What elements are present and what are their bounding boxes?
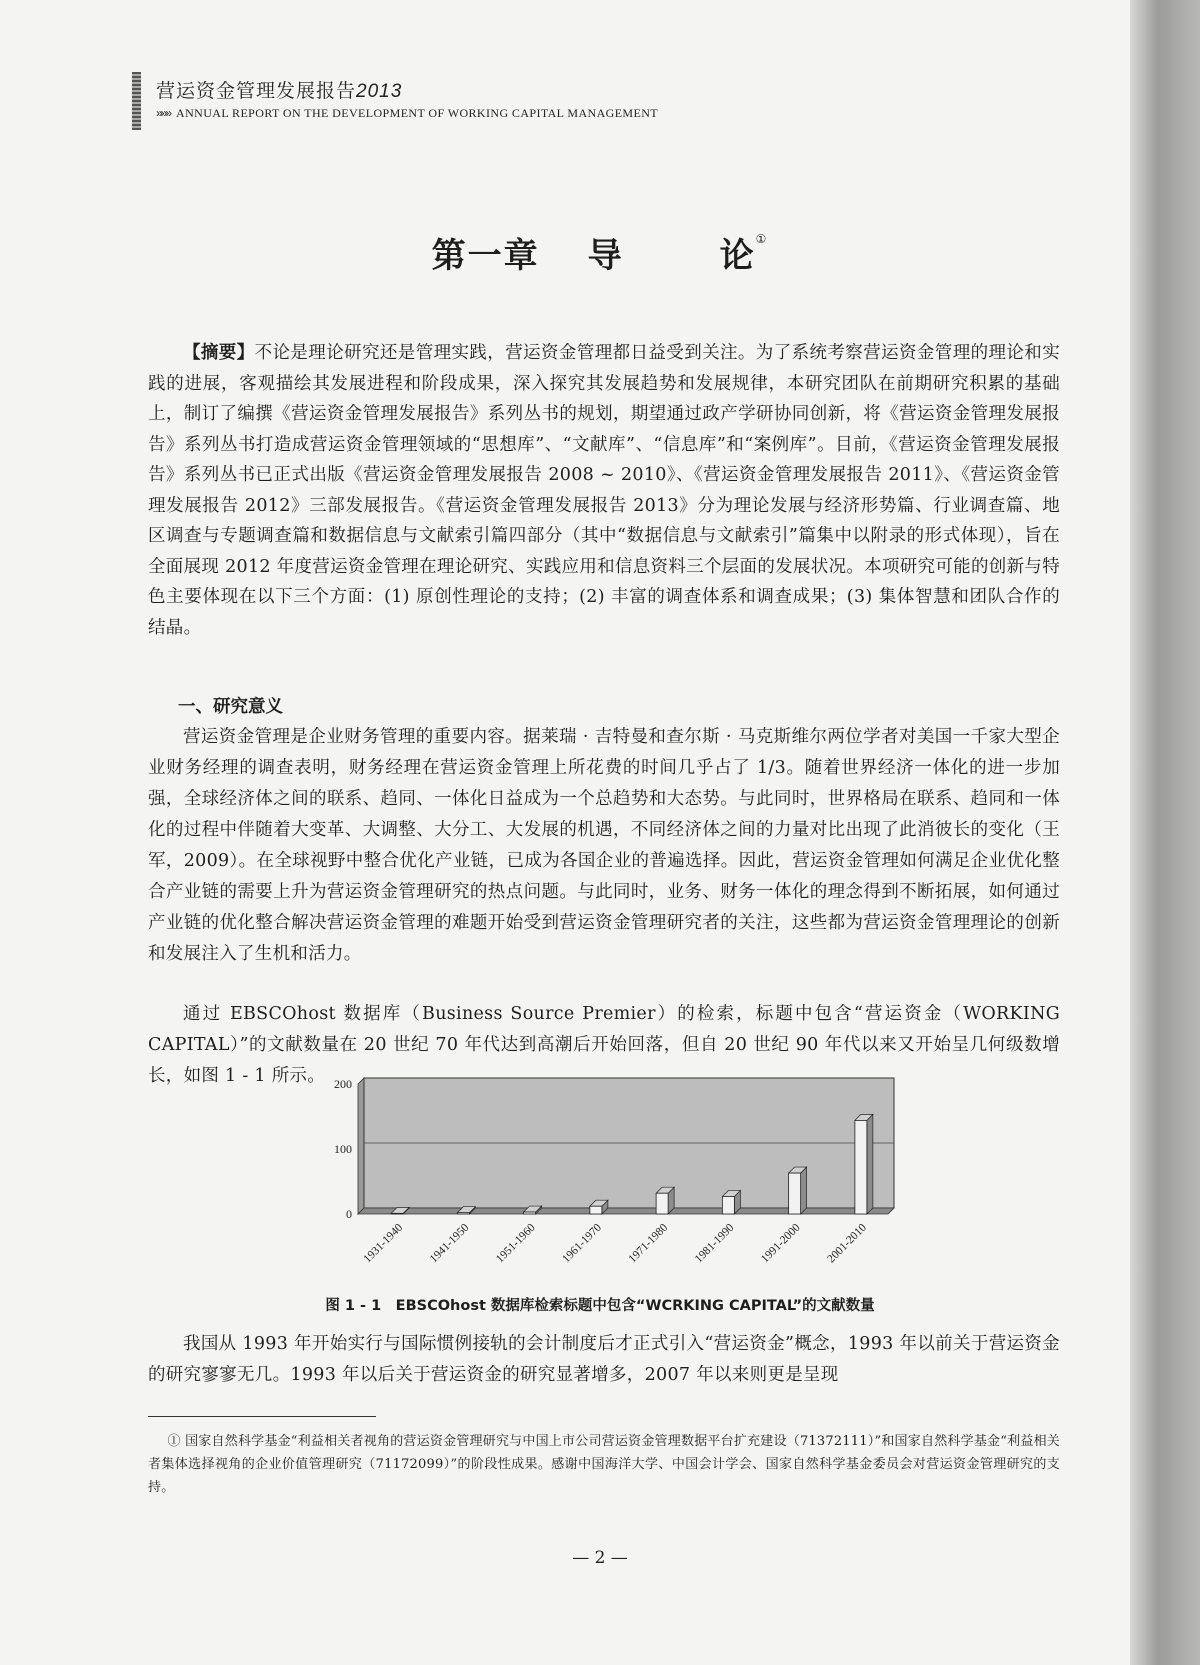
bar	[722, 1196, 734, 1214]
paragraph-text: 营运资金管理是企业财务管理的重要内容。据莱瑞 · 吉特曼和查尔斯 · 马克斯维尔两位学者对美国一千家大型企业财务经理的调查表明，财务经理在营运资金管理上所花费的时间几乎占了 1/3。随着世界经济一体化的进一步加强，全球经济体之间的联系、趋同、一体化日益成为一个总趋势和大态势。与此同时，世界格局在联系、趋同和一体化的过程中伴随着大变革、大调整、大分工、大发展的机遇，不同经济体之间的力量对比出现了此消彼长的变化（王军，2009）。在全球视野中整合优化产业链，已成为各国企业的普遍选择。因此，营运资金管理如何满足企业优化整合产业链的需要上升为营运资金管理研究的热点问题。与此同时，业务、财务一体化的理念得到不断拓展，如何通过产业链的优化整合解决营运资金管理的难题开始受到营运资金管理研究者的关注，这些都为营运资金管理理论的创新和发展注入了生机和活力。	[148, 727, 1060, 964]
chapter-title: 第一章 导 论①	[431, 232, 769, 276]
bar	[789, 1173, 801, 1214]
header-bar	[132, 72, 141, 130]
paragraph-3	[148, 1329, 1060, 1391]
x-tick-label: 1931-1940	[361, 1221, 406, 1266]
x-tick-label: 1971-1980	[626, 1221, 671, 1266]
page-number: — 2 —	[572, 1548, 628, 1568]
abstract	[148, 338, 1060, 643]
chevron-icon: »»»	[156, 106, 171, 120]
book-subtitle: »»» ANNUAL REPORT ON THE DEVELOPMENT OF WORKING CAPITAL MANAGEMENT	[156, 106, 659, 120]
book-title: 营运资金管理发展报告2013	[156, 81, 403, 102]
paragraph-text: 我国从 1993 年开始实行与国际惯例接轨的会计制度后才正式引入“营运资金”概念，1993 年以前关于营运资金的研究寥寥无几。1993 年以后关于营运资金的研究显著增多，2007 年以来则更是呈现	[148, 1334, 1060, 1385]
figure-caption: 图 1 - 1 EBSCOhost 数据库检索标题中包含“WCRKING CAPITAL”的文献数量	[325, 1298, 875, 1314]
x-tick-label: 1941-1950	[427, 1221, 472, 1266]
x-tick-label: 1981-1990	[692, 1221, 737, 1266]
section-heading: 一、研究意义	[178, 697, 283, 717]
footnote: ① 国家自然科学基金“利益相关者视角的营运资金管理研究与中国上市公司营运资金管理数据平台扩充建设（71372111）”和国家自然科学基金“利益相关者集体选择视角的企业价值管理研究（71172099）”的阶段性成果。感谢中国海洋大学、中国会计学会、国家自然科学基金委员会对营运资金管理研究的支持。	[148, 1434, 1060, 1495]
y-tick-label: 200	[334, 1077, 352, 1091]
plot-floor	[358, 1208, 894, 1214]
book-year: 2013	[356, 81, 403, 102]
x-tick-label: 1991-2000	[759, 1221, 803, 1266]
paragraph-text: 通过 EBSCOhost 数据库（Business Source Premier）的检索，标题中包含“营运资金（WORKING CAPITAL）”的文献数量在 20 世纪 70 年代达到高潮后开始回落，但自 20 世纪 90 年代以来又开始呈几何级数增长，如图 1 - 1 所示。	[148, 1004, 1060, 1086]
bar	[590, 1206, 602, 1214]
plot-wall-left	[358, 1078, 364, 1214]
bar	[457, 1213, 469, 1214]
footnote-ref[interactable]: ①	[755, 232, 769, 246]
bar	[656, 1193, 668, 1214]
x-tick-label: 1951-1960	[494, 1221, 538, 1266]
bar	[855, 1120, 867, 1214]
paragraph-1	[148, 722, 1060, 970]
bar-chart	[316, 1076, 916, 1296]
bar-side	[801, 1167, 807, 1214]
bar	[524, 1212, 536, 1214]
y-tick-label: 0	[346, 1207, 352, 1221]
x-tick-label: 2001-2010	[825, 1221, 869, 1266]
footnote-divider	[148, 1416, 376, 1417]
x-tick-label: 1961-1970	[560, 1221, 604, 1266]
abstract-text: 不论是理论研究还是管理实践，营运资金管理都日益受到关注。为了系统考察营运资金管理的理论和实践的进展，客观描绘其发展进程和阶段成果，深入探究其发展趋势和发展规律，本研究团队在前期研究积累的基础上，制订了编撰《营运资金管理发展报告》系列丛书的规划，期望通过政产学研协同创新，将《营运资金管理发展报告》系列丛书打造成营运资金管理领域的“思想库”、“文献库”、“信息库”和“案例库”。目前，《营运资金管理发展报告》系列丛书已正式出版《营运资金管理发展报告 2008 ~ 2010》、《营运资金管理发展报告 2011》、《营运资金管理发展报告 2012》三部发展报告。《营运资金管理发展报告 2013》分为理论发展与经济形势篇、行业调查篇、地区调查与专题调查篇和数据信息与文献索引篇四部分（其中“数据信息与文献索引”篇集中以附录的形式体现），旨在全面展现 2012 年度营运资金管理在理论研究、实践应用和信息资料三个层面的发展状况。本项研究可能的创新与特色主要体现在以下三个方面：(1) 原创性理论的支持；(2) 丰富的调查体系和调查成果；(3) 集体智慧和团队合作的结晶。	[148, 343, 1061, 638]
bar-side	[867, 1114, 873, 1214]
abstract-label: 【摘要】	[183, 343, 255, 363]
y-tick-label: 100	[334, 1142, 352, 1156]
bar	[391, 1213, 403, 1214]
